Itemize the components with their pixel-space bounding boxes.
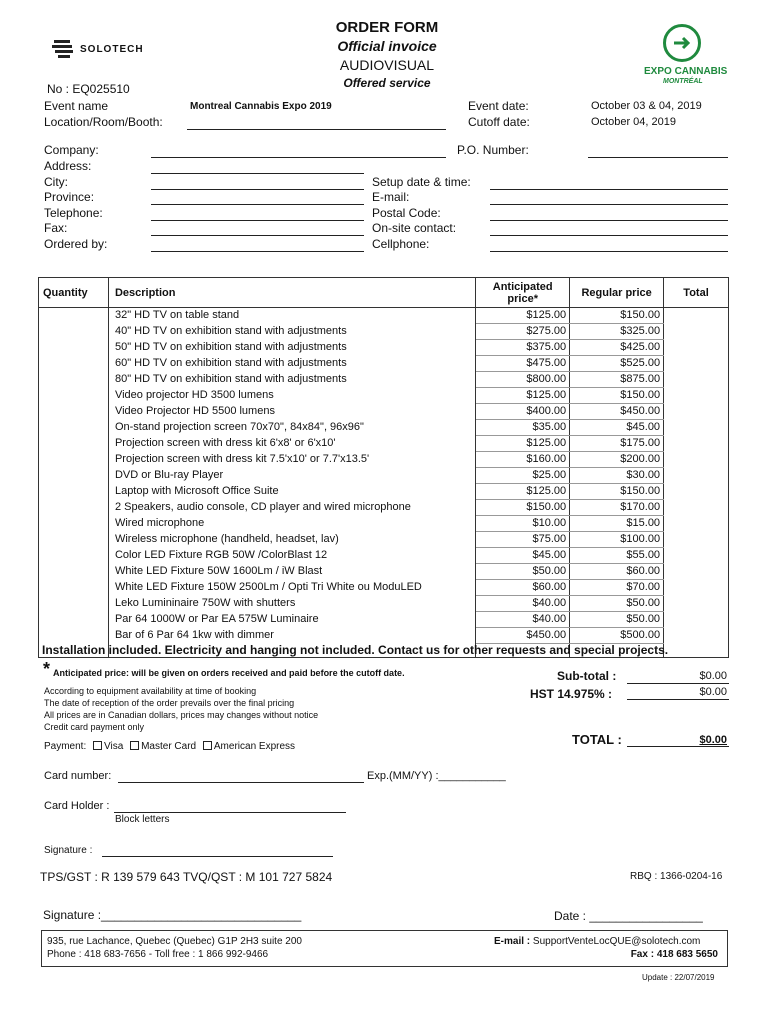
po-number-field[interactable] (588, 157, 728, 158)
solotech-logo-icon (52, 38, 76, 62)
anticipated-price-cell: $450.00 (476, 628, 570, 644)
regular-price-cell: $150.00 (570, 308, 664, 324)
payment-row (44, 741, 295, 752)
anticipated-price-cell: $125.00 (476, 484, 570, 500)
anticipated-price-cell: $25.00 (476, 468, 570, 484)
email-contact-value[interactable]: SupportVenteLocQUE@solotech.com (532, 936, 701, 947)
anticipated-price-header: Anticipated price* (476, 278, 570, 308)
anticipated-price-cell: $800.00 (476, 372, 570, 388)
total-cell (664, 308, 729, 324)
anticipated-price-cell: $160.00 (476, 452, 570, 468)
quantity-cell[interactable] (39, 308, 109, 324)
regular-price-cell: $170.00 (570, 500, 664, 516)
note-line-4: Credit card payment only (44, 722, 145, 732)
regular-price-header: Regular price (570, 278, 664, 308)
anticipated-price-cell: $375.00 (476, 340, 570, 356)
description-cell: 32" HD TV on table stand (108, 308, 475, 324)
anticipated-price-cell: $125.00 (476, 308, 570, 324)
description-cell: Laptop with Microsoft Office Suite (108, 484, 475, 500)
anticipated-price-cell: $40.00 (476, 612, 570, 628)
cutoff-date-value: October 04, 2019 (591, 116, 677, 128)
description-cell: Leko Lumininaire 750W with shutters (108, 596, 475, 612)
company-phone: Phone : 418 683-7656 - Toll free : 1 866 992-9466 (47, 949, 269, 960)
order-number: No : EQ025510 (47, 82, 130, 96)
table-row (39, 596, 729, 612)
payment-label: Payment: (44, 741, 87, 752)
description-cell: White LED Fixture 50W 1600Lm / iW Blast (108, 564, 475, 580)
regular-price-cell: $150.00 (570, 484, 664, 500)
form-service: Offered service (343, 76, 431, 90)
description-cell: 2 Speakers, audio console, CD player and wired microphone (108, 500, 475, 516)
table-row (39, 372, 729, 388)
quantity-cell[interactable] (39, 596, 109, 612)
card-number-label: Card number: (44, 770, 112, 782)
company-field[interactable] (151, 157, 446, 158)
total-cell (664, 420, 729, 436)
total-cell (664, 484, 729, 500)
quantity-cell[interactable] (39, 324, 109, 340)
regular-price-cell: $200.00 (570, 452, 664, 468)
description-cell: 40" HD TV on exhibition stand with adjustments (108, 324, 475, 340)
payment-signature-label: Signature : (44, 845, 93, 856)
quantity-cell[interactable] (39, 612, 109, 628)
expo-cannabis-brand: EXPO CANNABIS (644, 66, 728, 77)
company-label: Company: (44, 143, 99, 157)
description-cell: Video Projector HD 5500 lumens (108, 404, 475, 420)
solotech-brand: SOLOTECH (80, 44, 144, 55)
description-header: Description (108, 278, 475, 308)
setup-label: Setup date & time: (372, 175, 471, 189)
regular-price-cell: $175.00 (570, 436, 664, 452)
email-field[interactable] (490, 204, 728, 205)
event-name-value: Montreal Cannabis Expo 2019 (190, 101, 332, 112)
total-cell (664, 324, 729, 340)
total-cell (664, 340, 729, 356)
anticipated-price-cell: $10.00 (476, 516, 570, 532)
regular-price-cell: $45.00 (570, 420, 664, 436)
total-cell (664, 516, 729, 532)
total-cell (664, 436, 729, 452)
description-cell: Bar of 6 Par 64 1kw with dimmer (108, 628, 475, 644)
city-label: City: (44, 175, 68, 189)
quantity-cell[interactable] (39, 420, 109, 436)
hst-field (627, 699, 729, 700)
table-row (39, 388, 729, 404)
table-row (39, 612, 729, 628)
total-cell (664, 404, 729, 420)
rbq-number: RBQ : 1366-0204-16 (630, 871, 723, 882)
total-cell (664, 500, 729, 516)
block-letters-hint: Block letters (115, 814, 170, 825)
regular-price-cell: $875.00 (570, 372, 664, 388)
anticipated-price-cell: $35.00 (476, 420, 570, 436)
total-cell (664, 356, 729, 372)
description-cell: On-stand projection screen 70x70", 84x84", 96x96" (108, 420, 475, 436)
installation-note: Installation included. Electricity and hanging not included. Contact us for other requests and special projects. (42, 643, 669, 657)
hst-label: HST 14.975% : (530, 687, 613, 701)
description-cell: Projection screen with dress kit 6'x8' or 6'x10' (108, 436, 475, 452)
note-line-3: All prices are in Canadian dollars, prices may changes without notice (44, 710, 319, 720)
email-label: E-mail: (372, 190, 410, 204)
address-label: Address: (44, 159, 92, 173)
note-line-2: The date of reception of the order prevails over the final pricing (44, 698, 295, 708)
location-label: Location/Room/Booth: (44, 115, 163, 129)
mastercard-checkbox[interactable] (130, 741, 139, 750)
description-cell: 80" HD TV on exhibition stand with adjustments (108, 372, 475, 388)
regular-price-cell: $150.00 (570, 388, 664, 404)
fax-label: Fax: (44, 221, 68, 235)
hst-value: $0.00 (699, 686, 727, 698)
company-address: 935, rue Lachance, Quebec (Quebec) G1P 2H3 suite 200 (47, 936, 302, 947)
table-row (39, 420, 729, 436)
quantity-cell[interactable] (39, 516, 109, 532)
quantity-cell[interactable] (39, 548, 109, 564)
quantity-cell[interactable] (39, 580, 109, 596)
total-header: Total (664, 278, 729, 308)
form-title: ORDER FORM (335, 19, 439, 36)
regular-price-cell: $450.00 (570, 404, 664, 420)
total-cell (664, 372, 729, 388)
anticipated-price-cell: $125.00 (476, 436, 570, 452)
telephone-label: Telephone: (44, 206, 103, 220)
quantity-cell[interactable] (39, 436, 109, 452)
ordered-by-label: Ordered by: (44, 237, 108, 251)
table-row (39, 468, 729, 484)
regular-price-cell: $500.00 (570, 628, 664, 644)
table-header-row (39, 278, 729, 308)
table-row (39, 628, 729, 644)
footer-signature[interactable]: Signature :______________________________ (43, 908, 302, 922)
regular-price-cell: $30.00 (570, 468, 664, 484)
total-cell (664, 388, 729, 404)
description-cell: Video projector HD 3500 lumens (108, 388, 475, 404)
quantity-cell[interactable] (39, 500, 109, 516)
fax-field[interactable] (151, 235, 364, 236)
regular-price-cell: $60.00 (570, 564, 664, 580)
empty-cell (664, 644, 729, 658)
anticipated-price-cell: $400.00 (476, 404, 570, 420)
regular-price-cell: $325.00 (570, 324, 664, 340)
description-cell: Wireless microphone (handheld, headset, lav) (108, 532, 475, 548)
expo-cannabis-city: MONTRÉAL (663, 78, 703, 85)
description-cell: 60" HD TV on exhibition stand with adjustments (108, 356, 475, 372)
mastercard-label: Master Card (141, 741, 197, 752)
table-row (39, 580, 729, 596)
amex-checkbox[interactable] (203, 741, 212, 750)
table-row (39, 452, 729, 468)
total-cell (664, 612, 729, 628)
description-cell: Color LED Fixture RGB 50W /ColorBlast 12 (108, 548, 475, 564)
telephone-field[interactable] (151, 220, 364, 221)
regular-price-cell: $50.00 (570, 612, 664, 628)
description-cell: 50" HD TV on exhibition stand with adjustments (108, 340, 475, 356)
total-cell (664, 596, 729, 612)
table-row (39, 308, 729, 324)
table-row (39, 500, 729, 516)
total-cell (664, 564, 729, 580)
subtotal-label: Sub-total : (557, 669, 617, 683)
anticipated-price-cell: $275.00 (476, 324, 570, 340)
address-field[interactable] (151, 173, 364, 174)
form-category: AUDIOVISUAL (339, 57, 435, 73)
regular-price-cell: $55.00 (570, 548, 664, 564)
note-line-1: According to equipment availability at time of booking (44, 686, 257, 696)
province-label: Province: (44, 190, 95, 204)
anticipated-price-cell: $75.00 (476, 532, 570, 548)
table-row (39, 532, 729, 548)
quantity-cell[interactable] (39, 468, 109, 484)
cellphone-field[interactable] (490, 251, 728, 252)
description-cell: DVD or Blu-ray Player (108, 468, 475, 484)
payment-signature-field[interactable] (102, 856, 333, 857)
quantity-cell[interactable] (39, 388, 109, 404)
regular-price-cell: $525.00 (570, 356, 664, 372)
location-field[interactable] (187, 129, 446, 130)
quantity-cell[interactable] (39, 564, 109, 580)
regular-price-cell: $70.00 (570, 580, 664, 596)
anticipated-price-cell: $45.00 (476, 548, 570, 564)
cellphone-label: Cellphone: (372, 237, 430, 251)
table-row (39, 564, 729, 580)
total-cell (664, 468, 729, 484)
solotech-logo (52, 38, 76, 65)
anticipated-price-cell: $475.00 (476, 356, 570, 372)
quantity-cell[interactable] (39, 628, 109, 644)
subtotal-value: $0.00 (699, 670, 727, 682)
regular-price-cell: $50.00 (570, 596, 664, 612)
regular-price-cell: $15.00 (570, 516, 664, 532)
update-date: Update : 22/07/2019 (642, 973, 715, 982)
anticipated-price-cell: $60.00 (476, 580, 570, 596)
visa-checkbox[interactable] (93, 741, 102, 750)
regular-price-cell: $100.00 (570, 532, 664, 548)
city-field[interactable] (151, 189, 364, 190)
event-date-value: October 03 & 04, 2019 (591, 100, 702, 112)
tax-numbers: TPS/GST : R 139 579 643 TVQ/QST : M 101 727 5824 (40, 870, 333, 884)
visa-label: Visa (104, 741, 124, 752)
total-label: TOTAL : (572, 732, 622, 747)
total-cell (664, 532, 729, 548)
province-field[interactable] (151, 204, 364, 205)
quantity-cell[interactable] (39, 356, 109, 372)
anticipated-price-cell: $150.00 (476, 500, 570, 516)
subtotal-field (627, 683, 729, 684)
ordered-by-field[interactable] (151, 251, 364, 252)
anticipated-price-cell: $40.00 (476, 596, 570, 612)
asterisk: * (43, 659, 51, 679)
table-row (39, 324, 729, 340)
setup-field[interactable] (490, 189, 728, 190)
onsite-contact-label: On-site contact: (372, 221, 457, 235)
table-row (39, 436, 729, 452)
card-holder-label: Card Holder : (44, 800, 110, 812)
amex-label: American Express (213, 741, 296, 752)
description-cell: Projection screen with dress kit 7.5'x10' or 7.7'x13.5' (108, 452, 475, 468)
total-field (627, 746, 729, 747)
expo-cannabis-logo-icon (663, 24, 701, 62)
event-name-label: Event name (44, 99, 109, 113)
footer-date[interactable]: Date : _________________ (554, 909, 703, 923)
event-date-label: Event date: (468, 99, 529, 113)
total-cell (664, 548, 729, 564)
card-number-field[interactable] (118, 782, 364, 783)
postal-code-label: Postal Code: (372, 206, 441, 220)
items-table (38, 277, 729, 658)
table-row (39, 340, 729, 356)
expiry-field[interactable]: Exp.(MM/YY) :___________ (367, 770, 506, 782)
total-cell (664, 628, 729, 644)
table-row (39, 548, 729, 564)
description-cell: Wired microphone (108, 516, 475, 532)
quantity-header: Quantity (39, 278, 109, 308)
quantity-cell[interactable] (39, 452, 109, 468)
total-cell (664, 580, 729, 596)
quantity-cell[interactable] (39, 404, 109, 420)
total-value: $0.00 (699, 734, 727, 746)
regular-price-cell: $425.00 (570, 340, 664, 356)
anticipated-note: Anticipated price: will be given on orders received and paid before the cutoff date. (53, 668, 405, 678)
description-cell: Par 64 1000W or Par EA 575W Luminaire (108, 612, 475, 628)
anticipated-price-cell: $125.00 (476, 388, 570, 404)
postal-code-field[interactable] (490, 220, 728, 221)
description-cell: White LED Fixture 150W 2500Lm / Opti Tri White ou ModuLED (108, 580, 475, 596)
cutoff-date-label: Cutoff date: (468, 115, 530, 129)
table-row (39, 404, 729, 420)
quantity-cell[interactable] (39, 340, 109, 356)
card-holder-field[interactable] (114, 812, 346, 813)
quantity-cell[interactable] (39, 372, 109, 388)
table-row (39, 356, 729, 372)
email-contact (494, 936, 700, 947)
table-row (39, 516, 729, 532)
fax-contact: Fax : 418 683 5650 (630, 949, 718, 960)
anticipated-price-cell: $50.00 (476, 564, 570, 580)
email-contact-label: E-mail : (494, 936, 531, 947)
total-cell (664, 452, 729, 468)
form-subtitle: Official invoice (337, 38, 437, 54)
table-row (39, 484, 729, 500)
quantity-cell[interactable] (39, 532, 109, 548)
po-number-label: P.O. Number: (457, 143, 529, 157)
quantity-cell[interactable] (39, 484, 109, 500)
onsite-contact-field[interactable] (490, 235, 728, 236)
